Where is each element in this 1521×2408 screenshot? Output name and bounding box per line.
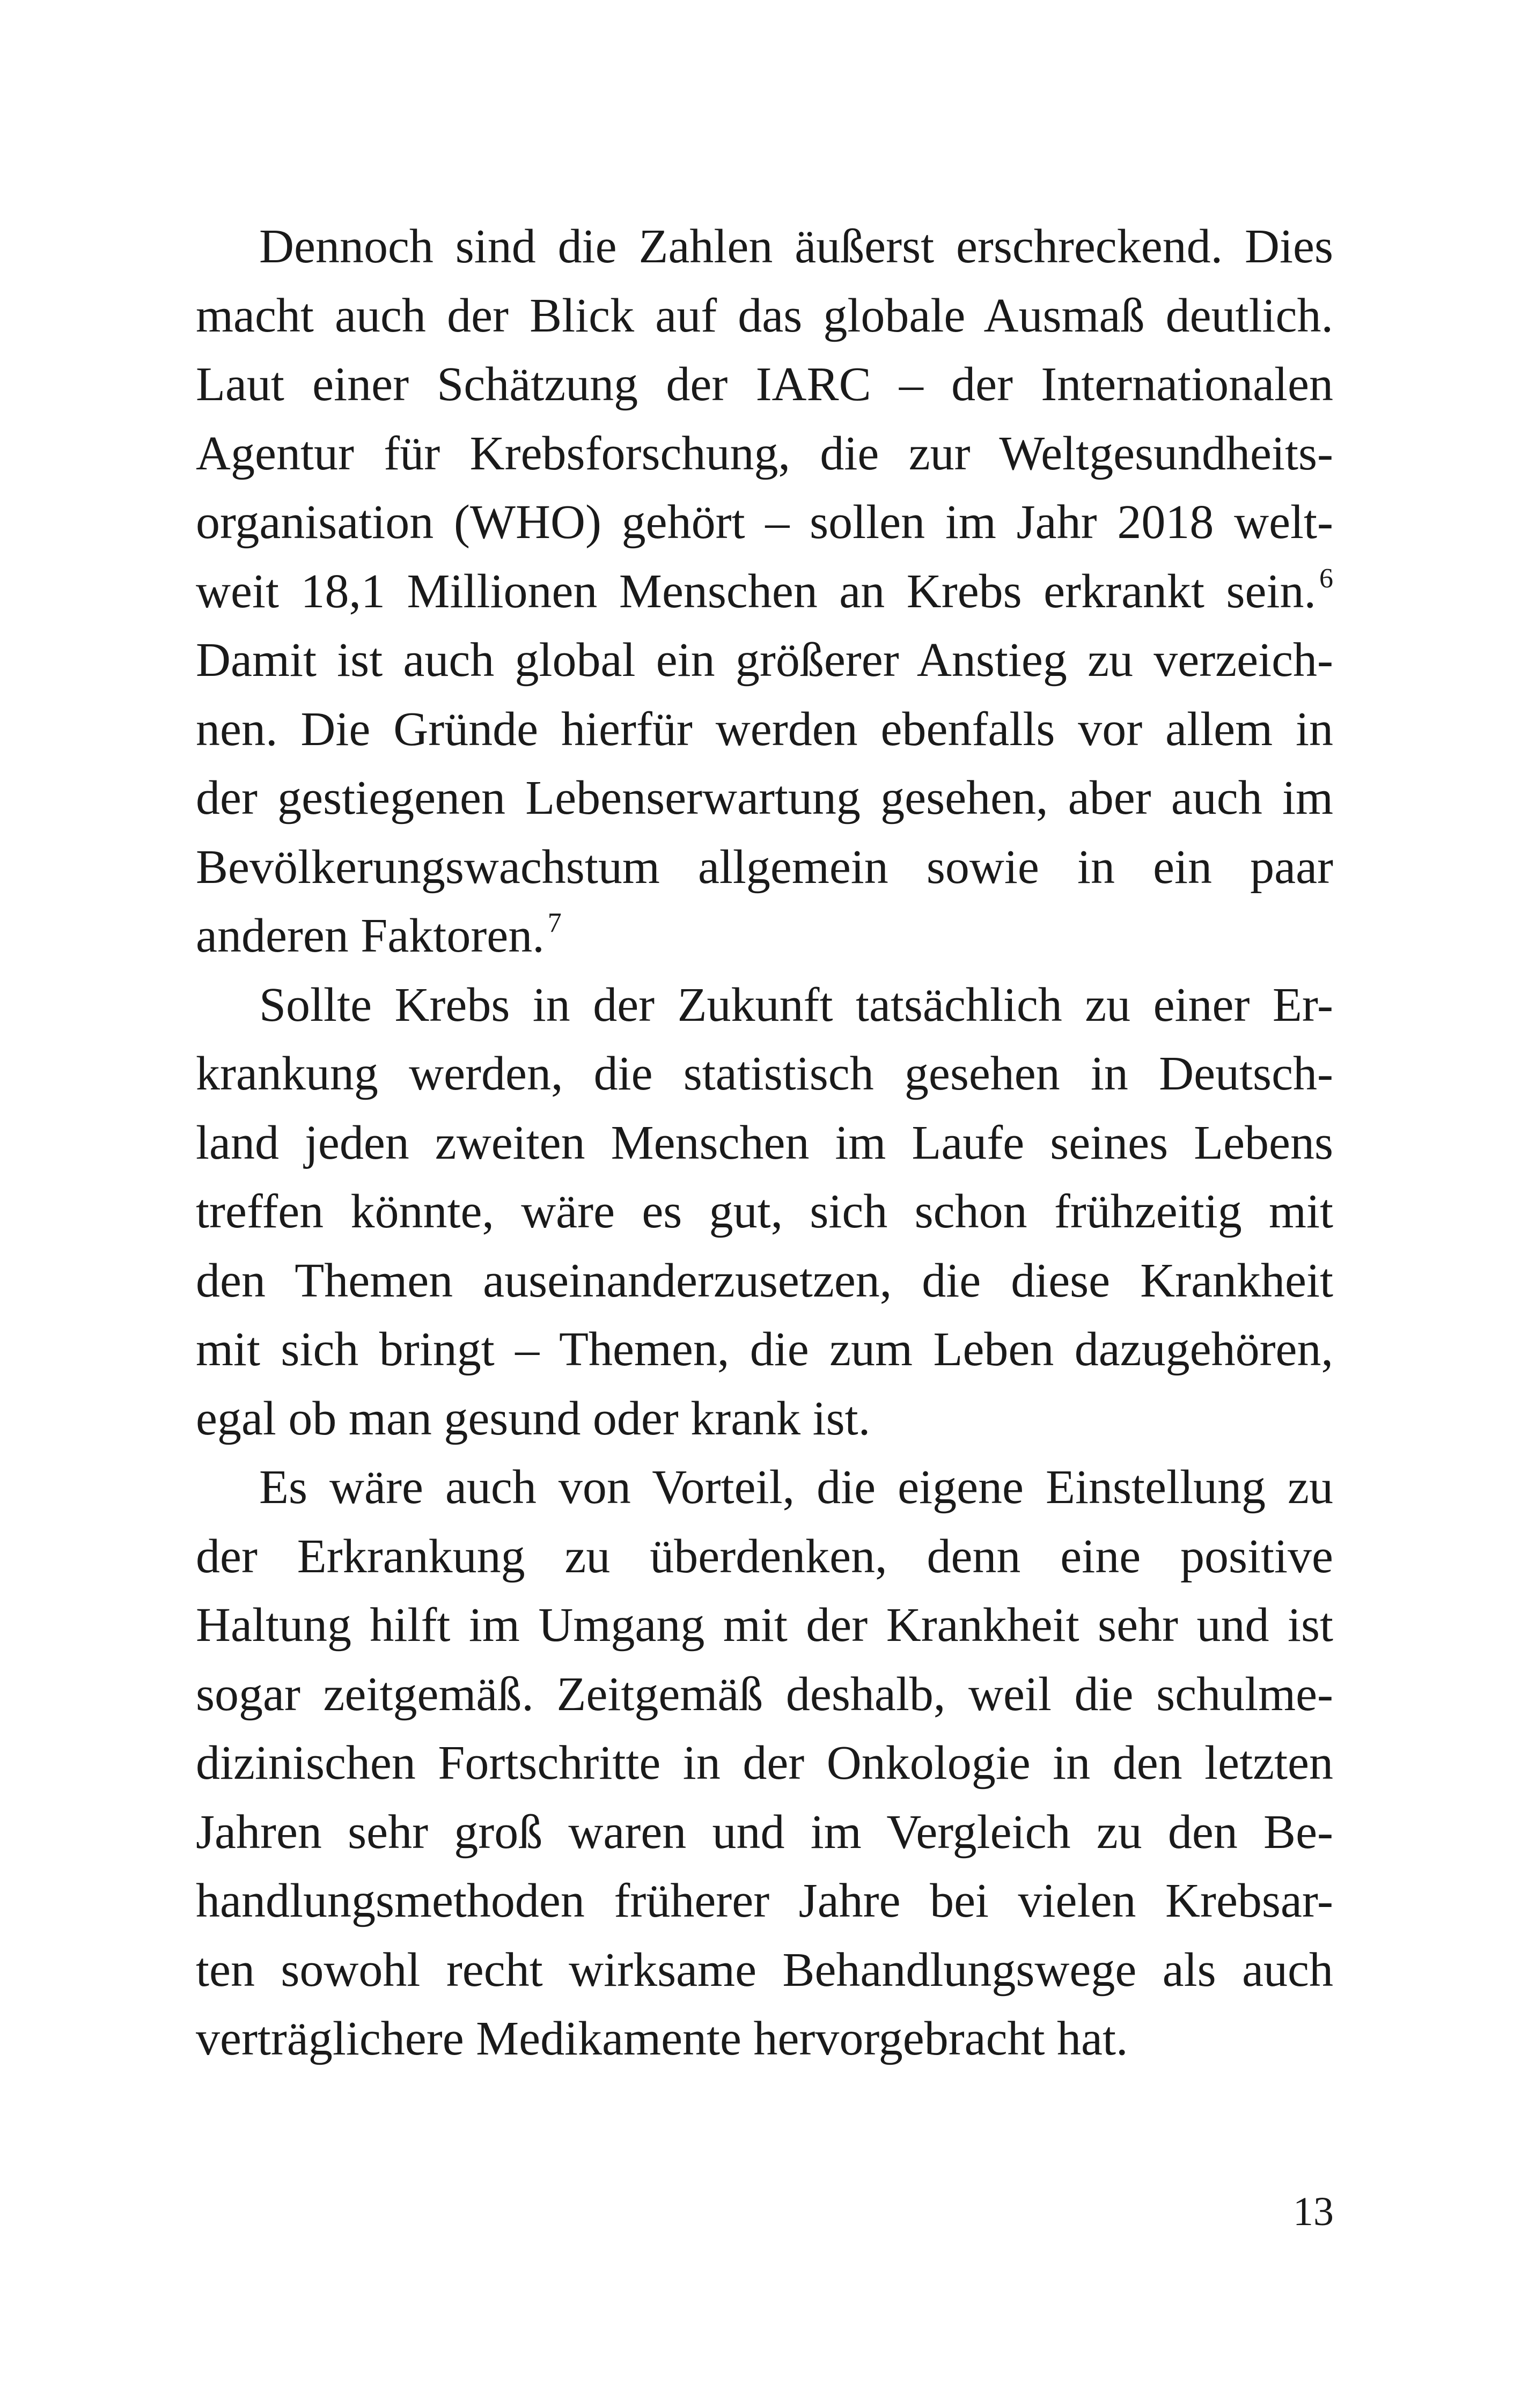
text-line-with-footnote [196,902,1333,971]
text-line: Haltung hilft im Umgang mit der Krankheit sehr und ist [196,1599,1333,1652]
text-line: sogar zeitgemäß. Zeitgemäß deshalb, weil die schulme- [196,1667,1333,1721]
text-line-content: anderen Faktoren. [196,909,545,962]
text-line: land jeden zweiten Menschen im Laufe seines Lebens [196,1116,1333,1169]
body-text [196,212,1333,2074]
text-line: organisation (WHO) gehört – sollen im Jahr 2018 welt- [196,496,1333,549]
text-line: egal ob man gesund oder krank ist. [196,1391,871,1445]
text-line: Es wäre auch von Vorteil, die eigene Einstellung zu [259,1461,1333,1514]
text-line: Damit ist auch global ein größerer Anstieg zu verzeich- [196,634,1333,687]
text-line: Sollte Krebs in der Zukunft tatsächlich zu einer Er- [259,978,1333,1032]
text-line: den Themen auseinanderzusetzen, die diese Krankheit [196,1254,1333,1307]
text-line-with-footnote [196,557,1333,627]
text-line: Agentur für Krebsforschung, die zur Weltgesundheits- [196,426,1333,480]
text-line: ten sowohl recht wirksame Behandlungswege als auch [196,1943,1333,1997]
text-line: treffen könnte, wäre es gut, sich schon frühzeitig mit [196,1185,1333,1238]
page-number: 13 [1293,2189,1334,2234]
text-line: Jahren sehr groß waren und im Vergleich zu den Be- [196,1805,1333,1859]
text-line: Laut einer Schätzung der IARC – der Internationalen [196,358,1333,411]
text-line: Bevölkerungswachstum allgemein sowie in ein paar [196,840,1333,894]
text-line: der gestiegenen Lebenserwartung gesehen, aber auch im [196,771,1333,824]
text-line-content: weit 18,1 Millionen Menschen an Krebs erkrankt sein. [196,564,1316,618]
text-line: nen. Die Gründe hierfür werden ebenfalls vor allem in [196,702,1333,756]
text-line: macht auch der Blick auf das globale Ausmaß deutlich. [196,289,1333,342]
footnote-marker: 7 [547,908,562,938]
text-line: mit sich bringt – Themen, die zum Leben dazugehören, [196,1323,1333,1376]
text-line: der Erkrankung zu überdenken, denn eine positive [196,1529,1333,1583]
text-line: dizinischen Fortschritte in der Onkologie in den letzten [196,1736,1333,1790]
text-line: handlungsmethoden früherer Jahre bei vielen Krebsar- [196,1874,1333,1927]
footnote-marker: 6 [1319,563,1333,594]
text-line: krankung werden, die statistisch gesehen in Deutsch- [196,1047,1333,1100]
text-line: verträglichere Medikamente hervorgebracht hat. [196,2012,1128,2065]
text-line: Dennoch sind die Zahlen äußerst erschreckend. Dies [259,220,1333,273]
